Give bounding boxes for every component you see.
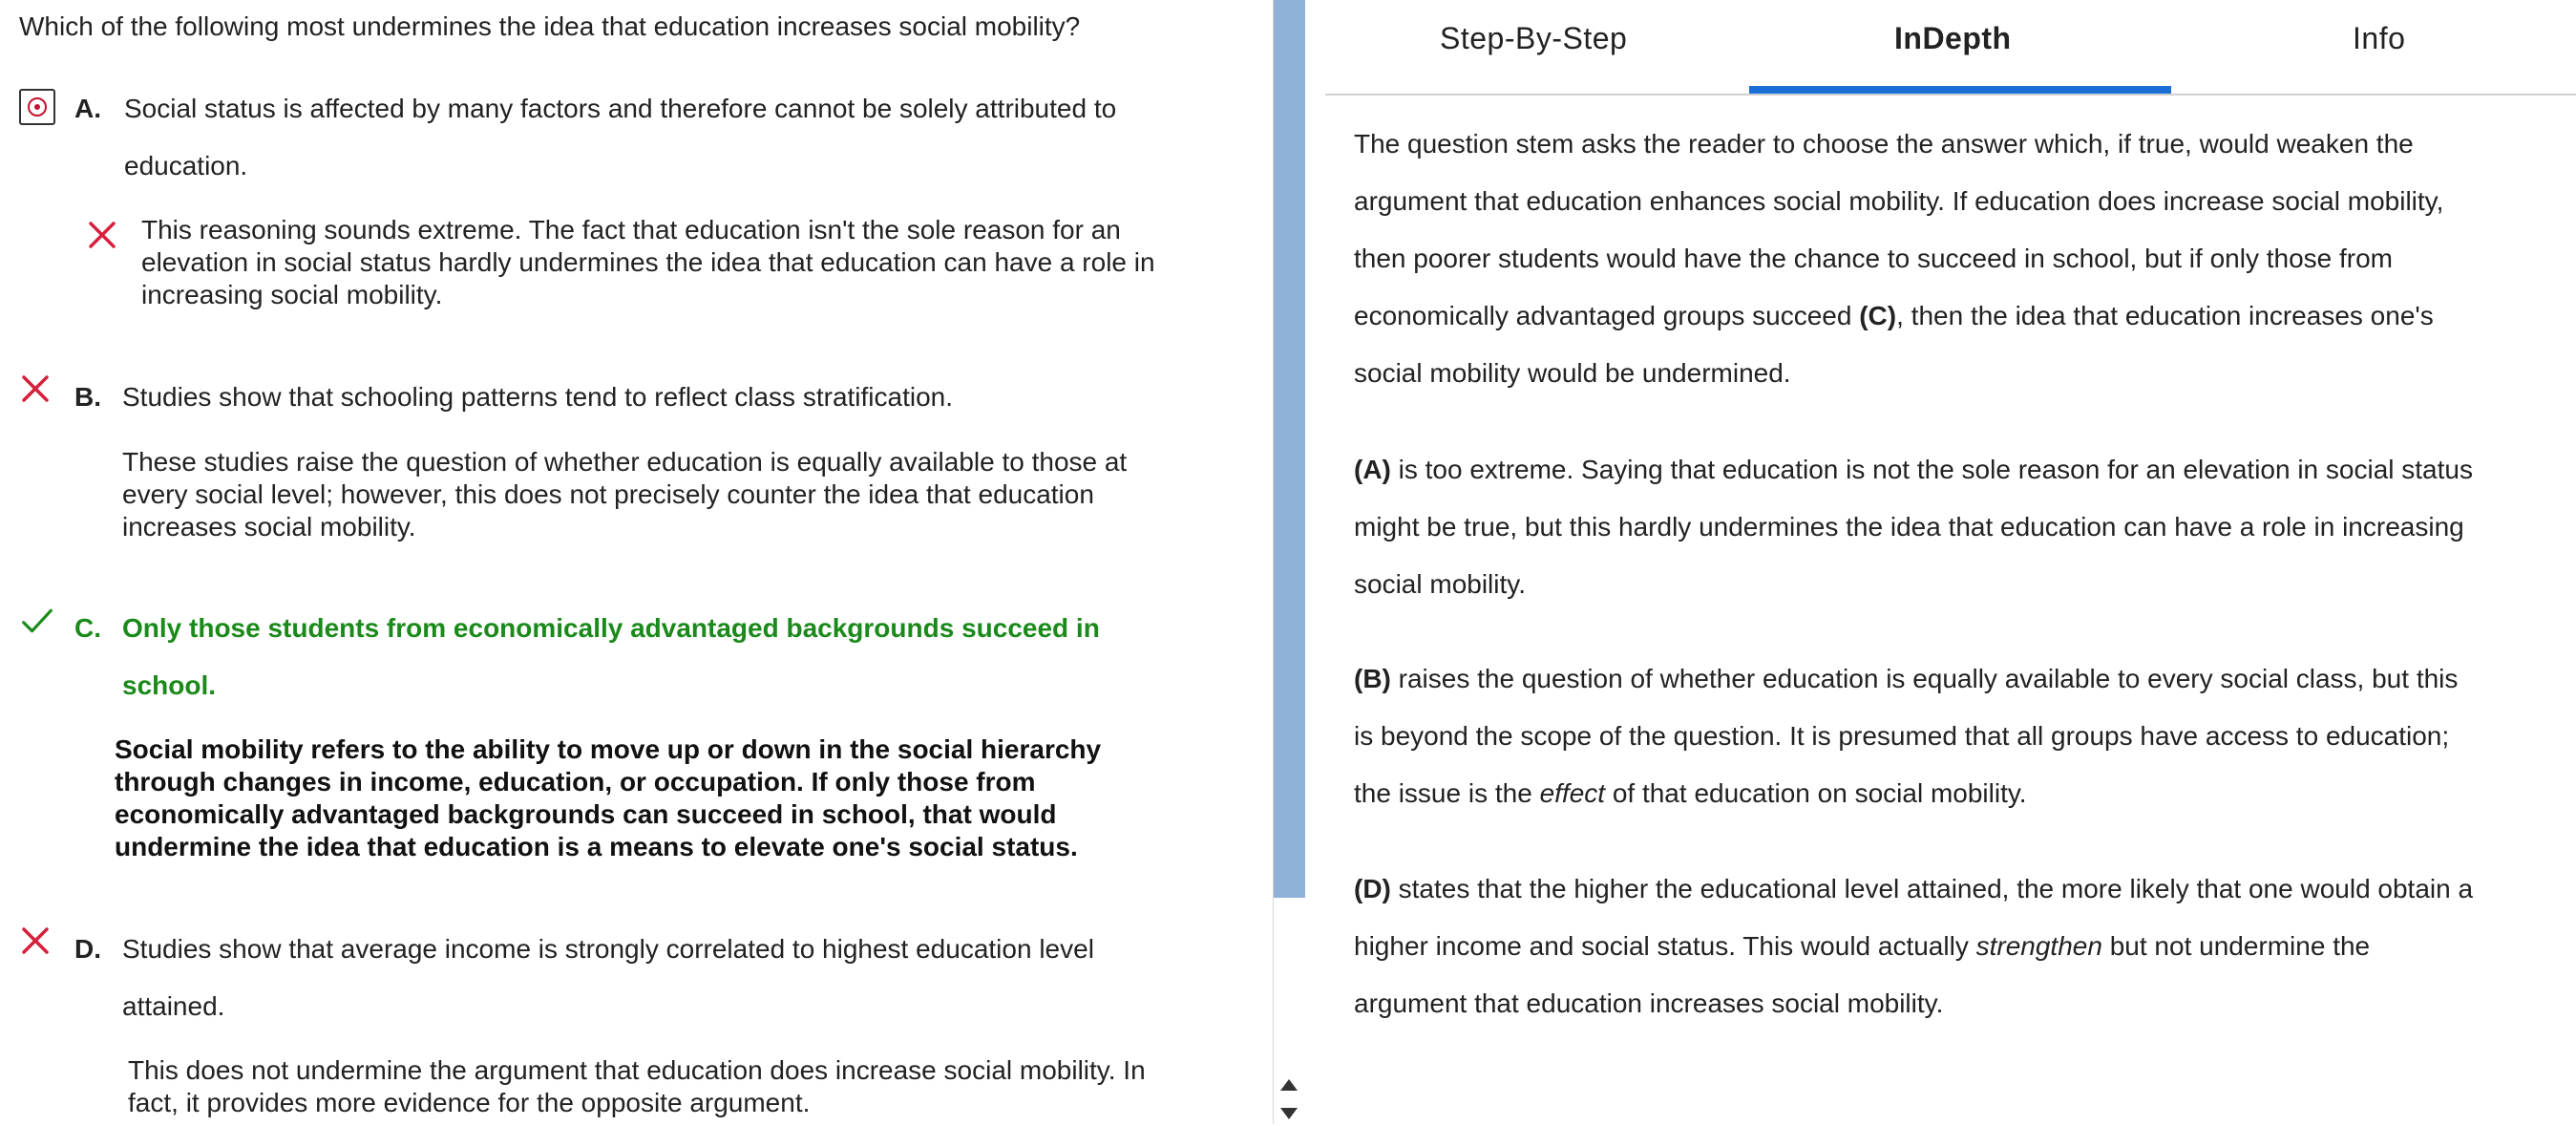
choice-d-feedback-line2: fact, it provides more evidence for the opposite argument. [128, 1088, 811, 1117]
scroll-up-icon[interactable] [1275, 1073, 1303, 1097]
explanation-p4-line1: (D) states that the higher the educational level attained, the more likely that one would obtain a [1354, 874, 2474, 903]
explanation-p4-line3: argument that education increases social mobility. [1354, 988, 1944, 1018]
choice-b-feedback-line2: every social level; however, this does not precisely counter the idea that education [122, 479, 1094, 509]
tab-bar [1325, 0, 2576, 96]
explanation-p3-line3: the issue is the effect of that education on social mobility. [1354, 778, 2027, 808]
choice-c-feedback-line4: undermine the idea that education is a means to elevate one's social status. [115, 832, 1078, 861]
choice-d-text-line2[interactable]: attained. [122, 991, 225, 1021]
x-mark-icon [19, 372, 52, 405]
choice-b-text-line1[interactable]: Studies show that schooling patterns tend to reflect class stratification. [122, 382, 954, 412]
explanation-p2-line3: social mobility. [1354, 569, 1526, 599]
choice-d-text-line1[interactable]: Studies show that average income is strongly correlated to highest education level [122, 934, 1094, 964]
explanation-p1-line5: social mobility would be undermined. [1354, 358, 1791, 388]
tab-info[interactable]: Info [2353, 21, 2406, 55]
tab-indepth[interactable]: InDepth [1894, 21, 2012, 55]
explanation-p1-line1: The question stem asks the reader to choose the answer which, if true, would weaken the [1354, 129, 2414, 159]
choice-a-text-line2[interactable]: education. [124, 151, 248, 181]
choice-c-feedback-line1: Social mobility refers to the ability to move up or down in the social hierarchy [115, 734, 1102, 764]
choice-c-feedback-line2: through changes in income, education, or occupation. If only those from [115, 767, 1036, 797]
answer-ref-c: (C) [1859, 301, 1897, 330]
answer-ref-d: (D) [1354, 874, 1391, 903]
check-mark-icon [21, 605, 53, 637]
tab-step-by-step[interactable]: Step-By-Step [1440, 21, 1628, 55]
explanation-p4-line2: higher income and social status. This would actually strengthen but not undermine the [1354, 931, 2371, 961]
explanation-p1-line2: argument that education enhances social mobility. If education does increase social mobility, [1354, 186, 2444, 216]
choice-c-feedback-line3: economically advantaged backgrounds can succeed in school, that would [115, 799, 1057, 829]
choice-c-text-line1[interactable]: Only those students from economically advantaged backgrounds succeed in [122, 613, 1100, 643]
choice-b-letter[interactable]: B. [74, 382, 101, 412]
explanation-p1-line4: economically advantaged groups succeed (C), then the idea that education increases one's [1354, 301, 2434, 330]
choice-a-feedback-line1: This reasoning sounds extreme. The fact that education isn't the sole reason for an [141, 215, 1121, 244]
explanation-p3-line1: (B) raises the question of whether education is equally available to every social class, but this [1354, 664, 2459, 693]
choice-d-letter[interactable]: D. [74, 934, 101, 964]
answer-ref-b: (B) [1354, 664, 1391, 693]
x-mark-icon [19, 924, 52, 957]
x-mark-icon [86, 219, 118, 251]
choice-c-text-line2[interactable]: school. [122, 670, 217, 700]
explanation-p1-line3: then poorer students would have the chance to succeed in school, but if only those from [1354, 244, 2393, 273]
scrollbar-thumb[interactable] [1273, 0, 1305, 898]
answer-ref-a: (A) [1354, 455, 1391, 484]
scroll-down-icon[interactable] [1275, 1101, 1303, 1126]
choice-a-feedback-line3: increasing social mobility. [141, 280, 443, 309]
radio-selected-icon[interactable] [19, 89, 55, 125]
choice-a-feedback-line2: elevation in social status hardly undermines the idea that education can have a role in [141, 247, 1155, 277]
explanation-p3-line2: is beyond the scope of the question. It is presumed that all groups have access to education; [1354, 721, 2450, 751]
choice-c-letter[interactable]: C. [74, 613, 101, 643]
choice-b-feedback-line3: increases social mobility. [122, 512, 416, 542]
choice-a-text-line1[interactable]: Social status is affected by many factors and therefore cannot be solely attributed to [124, 94, 1117, 123]
active-tab-indicator [1749, 86, 2171, 94]
explanation-p2-line2: might be true, but this hardly undermines the idea that education can have a role in increasing [1354, 512, 2464, 542]
choice-a-letter[interactable]: A. [74, 94, 101, 123]
choice-b-feedback-line1: These studies raise the question of whether education is equally available to those at [122, 447, 1128, 477]
choice-d-feedback-line1: This does not undermine the argument that education does increase social mobility. In [128, 1055, 1146, 1085]
splitter-edge [1273, 0, 1274, 1124]
question-text: Which of the following most undermines the idea that education increases social mobility? [19, 11, 1081, 41]
explanation-p2-line1: (A) is too extreme. Saying that education is not the sole reason for an elevation in social status [1354, 455, 2473, 484]
